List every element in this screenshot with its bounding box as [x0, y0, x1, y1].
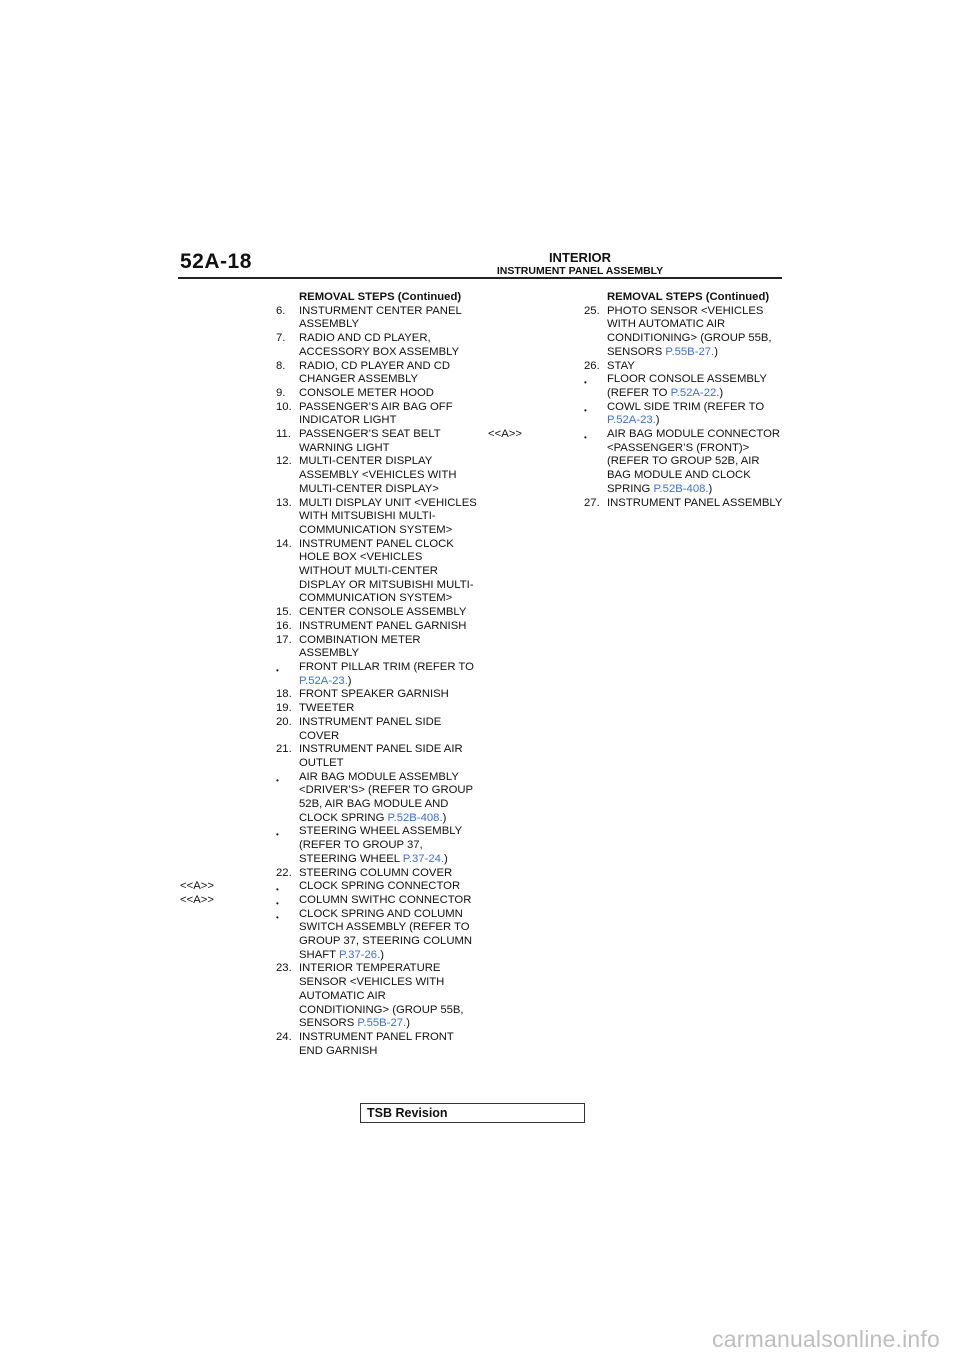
step-text — [299, 743, 477, 770]
right-steps-title: REMOVAL STEPS (Continued) — [607, 291, 770, 303]
step-text — [299, 771, 477, 826]
bullet-icon: • — [276, 885, 279, 895]
page-reference-link[interactable]: P.52B-408. — [653, 482, 709, 495]
step-item — [180, 1031, 490, 1058]
step-number: 19. — [276, 702, 292, 715]
step-item — [180, 962, 490, 1031]
step-label: RADIO AND CD PLAYER, ACCESSORY BOX ASSEMBLY — [299, 332, 460, 358]
step-text — [299, 634, 477, 661]
watermark: carmanualsonline.info — [712, 1326, 940, 1352]
closing-paren: ) — [347, 674, 352, 687]
step-item — [488, 373, 798, 400]
step-text — [299, 401, 477, 428]
page-reference-link[interactable]: P.52A-23. — [299, 674, 348, 687]
bullet-icon: • — [276, 912, 279, 922]
step-label: RADIO, CD PLAYER AND CD CHANGER ASSEMBLY — [299, 359, 451, 386]
step-item — [180, 606, 490, 620]
step-item — [488, 401, 798, 428]
step-item — [180, 867, 490, 881]
step-number: 15. — [276, 606, 292, 619]
step-label: CLOCK SPRING CONNECTOR — [299, 880, 461, 893]
step-label: COMBINATION METER ASSEMBLY — [299, 633, 421, 660]
step-item — [180, 634, 490, 661]
step-item — [180, 661, 490, 688]
step-label: AIR BAG MODULE ASSEMBLY <DRIVER’S> (REFER TO GROUP 52B, AIR BAG MODULE AND CLOCK SPRING — [299, 770, 473, 824]
step-item — [180, 702, 490, 716]
page-reference-link[interactable]: P.52A-23. — [607, 414, 656, 427]
step-label: PASSENGER’S SEAT BELT WARNING LIGHT — [299, 428, 441, 454]
step-item — [180, 688, 490, 702]
step-text — [299, 908, 477, 963]
step-number: 9. — [276, 386, 286, 399]
step-item — [180, 894, 490, 908]
bullet-icon: • — [276, 665, 279, 675]
step-text — [299, 661, 477, 688]
step-item — [180, 497, 490, 538]
step-label: CONSOLE METER HOOD — [299, 386, 434, 399]
step-item — [180, 387, 490, 401]
step-label: COLUMN SWITHC CONNECTOR — [299, 893, 472, 906]
closing-paren: ) — [714, 345, 718, 358]
step-label: STEERING COLUMN COVER — [299, 866, 453, 879]
step-label: PHOTO SENSOR <VEHICLES WITH AUTOMATIC AIR CONDITIONING> (GROUP 55B, SENSORS — [607, 304, 772, 358]
step-item — [180, 332, 490, 359]
section-subtitle: INSTRUMENT PANEL ASSEMBLY — [496, 265, 664, 277]
bullet-icon: • — [276, 775, 279, 785]
step-label: CENTER CONSOLE ASSEMBLY — [299, 606, 467, 619]
step-number: 25. — [584, 304, 600, 317]
page-reference-link[interactable]: P.55B-27. — [357, 1017, 407, 1030]
step-text — [607, 401, 785, 428]
closing-paren: ) — [708, 482, 713, 495]
step-text — [299, 620, 477, 634]
step-text — [299, 825, 477, 866]
left-steps-title: REMOVAL STEPS (Continued) — [299, 291, 462, 303]
step-text — [607, 360, 785, 374]
step-label: INSTRUMENT PANEL CLOCK HOLE BOX <VEHICLES WITHOUT MULTI-CENTER DISPLAY OR MITSUBISHI MULTI-COMMUNICATION SYSTEM> — [299, 537, 474, 605]
step-text — [299, 702, 477, 716]
step-number: 14. — [276, 537, 292, 550]
tsb-revision-label: TSB Revision — [367, 1106, 448, 1120]
step-number: 12. — [276, 455, 292, 468]
step-item — [180, 428, 490, 455]
step-label: MULTI-CENTER DISPLAY ASSEMBLY <VEHICLES WITH MULTI-CENTER DISPLAY> — [299, 455, 457, 495]
page-reference-link[interactable]: P.37-24. — [402, 852, 445, 865]
step-item — [180, 716, 490, 743]
step-number: 11. — [276, 428, 291, 441]
step-item — [180, 908, 490, 963]
step-label: INTERIOR TEMPERATURE SENSOR <VEHICLES WITH AUTOMATIC AIR CONDITIONING> (GROUP 55B, SENSORS — [299, 962, 464, 1030]
step-label: INSTURMENT CENTER PANEL ASSEMBLY — [299, 304, 462, 331]
step-item — [488, 428, 798, 497]
bullet-icon: • — [276, 830, 279, 840]
step-label: COWL SIDE TRIM (REFER TO — [607, 400, 765, 413]
step-number: 22. — [276, 866, 292, 879]
step-text — [299, 332, 477, 359]
step-text — [299, 455, 477, 496]
step-label: MULTI DISPLAY UNIT <VEHICLES WITH MITSUBISHI MULTI-COMMUNICATION SYSTEM> — [299, 496, 477, 536]
step-text — [299, 716, 477, 743]
page-number: 52A-18 — [180, 250, 252, 273]
step-item — [180, 538, 490, 607]
step-text — [299, 305, 477, 332]
step-label: INSTRUMENT PANEL SIDE AIR OUTLET — [299, 743, 463, 769]
step-text — [299, 1031, 477, 1058]
step-text — [607, 428, 785, 497]
tsb-revision-box — [360, 1103, 585, 1123]
step-text — [607, 373, 785, 400]
step-label: CLOCK SPRING AND COLUMN SWITCH ASSEMBLY (REFER TO GROUP 37, STEERING COLUMN SHAFT — [299, 907, 473, 961]
closing-paren: ) — [444, 852, 448, 865]
step-text — [299, 360, 477, 387]
bullet-icon: • — [276, 898, 279, 908]
step-label: FRONT PILLAR TRIM (REFER TO — [299, 660, 474, 673]
procedure-tag: <<A>> — [180, 893, 214, 906]
step-number: 17. — [276, 633, 292, 646]
step-number: 27. — [584, 496, 600, 509]
step-label: INSTRUMENT PANEL ASSEMBLY — [607, 496, 783, 509]
step-label: AIR BAG MODULE CONNECTOR <PASSENGER’S (FRONT)> (REFER TO GROUP 52B, AIR BAG MODULE AND CLOCK SPRING — [607, 428, 781, 495]
step-label: INSTRUMENT PANEL SIDE COVER — [299, 715, 442, 742]
step-label: STAY — [607, 359, 635, 372]
step-number: 18. — [276, 688, 292, 701]
bullet-icon: • — [584, 433, 587, 443]
step-item — [180, 880, 490, 894]
step-label: PASSENGER’S AIR BAG OFF INDICATOR LIGHT — [299, 400, 453, 427]
step-text — [299, 688, 477, 702]
step-text — [299, 428, 477, 455]
bullet-icon: • — [584, 405, 587, 415]
procedure-tag: <<A>> — [488, 428, 522, 441]
step-number: 26. — [584, 359, 600, 372]
step-label: INSTRUMENT PANEL FRONT END GARNISH — [299, 1030, 454, 1057]
step-item — [180, 620, 490, 634]
step-item — [180, 401, 490, 428]
step-text — [607, 305, 785, 360]
step-item — [180, 743, 490, 770]
step-item — [180, 360, 490, 387]
step-item — [488, 305, 798, 360]
step-item — [488, 497, 798, 511]
step-text — [299, 538, 477, 607]
step-number: 10. — [276, 400, 292, 413]
step-label: FLOOR CONSOLE ASSEMBLY (REFER TO — [607, 373, 767, 399]
closing-paren: ) — [719, 386, 724, 399]
step-number: 13. — [276, 496, 292, 509]
closing-paren: ) — [380, 948, 384, 961]
step-text — [299, 962, 477, 1031]
step-number: 21. — [276, 743, 292, 756]
left-steps-column — [180, 291, 490, 1058]
closing-paren: ) — [442, 811, 447, 824]
step-item — [180, 455, 490, 496]
step-number: 23. — [276, 962, 292, 975]
step-text — [299, 497, 477, 538]
closing-paren: ) — [406, 1017, 410, 1030]
step-number: 24. — [276, 1030, 292, 1043]
step-number: 6. — [276, 304, 286, 317]
step-label: FRONT SPEAKER GARNISH — [299, 688, 449, 701]
step-number: 16. — [276, 619, 292, 632]
page-reference-link[interactable]: P.52B-408. — [387, 811, 443, 824]
procedure-tag: <<A>> — [180, 880, 214, 893]
section-title: INTERIOR — [548, 250, 612, 265]
step-number: 7. — [276, 332, 286, 345]
step-text — [299, 606, 477, 620]
step-label: TWEETER — [299, 702, 355, 715]
step-text — [299, 894, 477, 908]
step-text — [299, 867, 477, 881]
step-item — [180, 771, 490, 826]
bullet-icon: • — [584, 378, 587, 388]
step-number: 20. — [276, 715, 292, 728]
closing-paren: ) — [655, 414, 660, 427]
step-item — [180, 305, 490, 332]
step-number: 8. — [276, 359, 286, 372]
page-reference-link[interactable]: P.37-26. — [338, 948, 381, 961]
page-reference-link[interactable]: P.52A-22. — [670, 386, 720, 399]
step-text — [299, 880, 477, 894]
step-text — [299, 387, 477, 401]
header-rule — [178, 277, 782, 279]
step-item — [488, 360, 798, 374]
step-item — [180, 825, 490, 866]
page-reference-link[interactable]: P.55B-27. — [665, 345, 715, 358]
step-text — [607, 497, 785, 511]
right-steps-column — [488, 291, 798, 510]
step-label: INSTRUMENT PANEL GARNISH — [299, 619, 467, 632]
step-label: STEERING WHEEL ASSEMBLY (REFER TO GROUP 37, STEERING WHEEL — [299, 825, 463, 865]
